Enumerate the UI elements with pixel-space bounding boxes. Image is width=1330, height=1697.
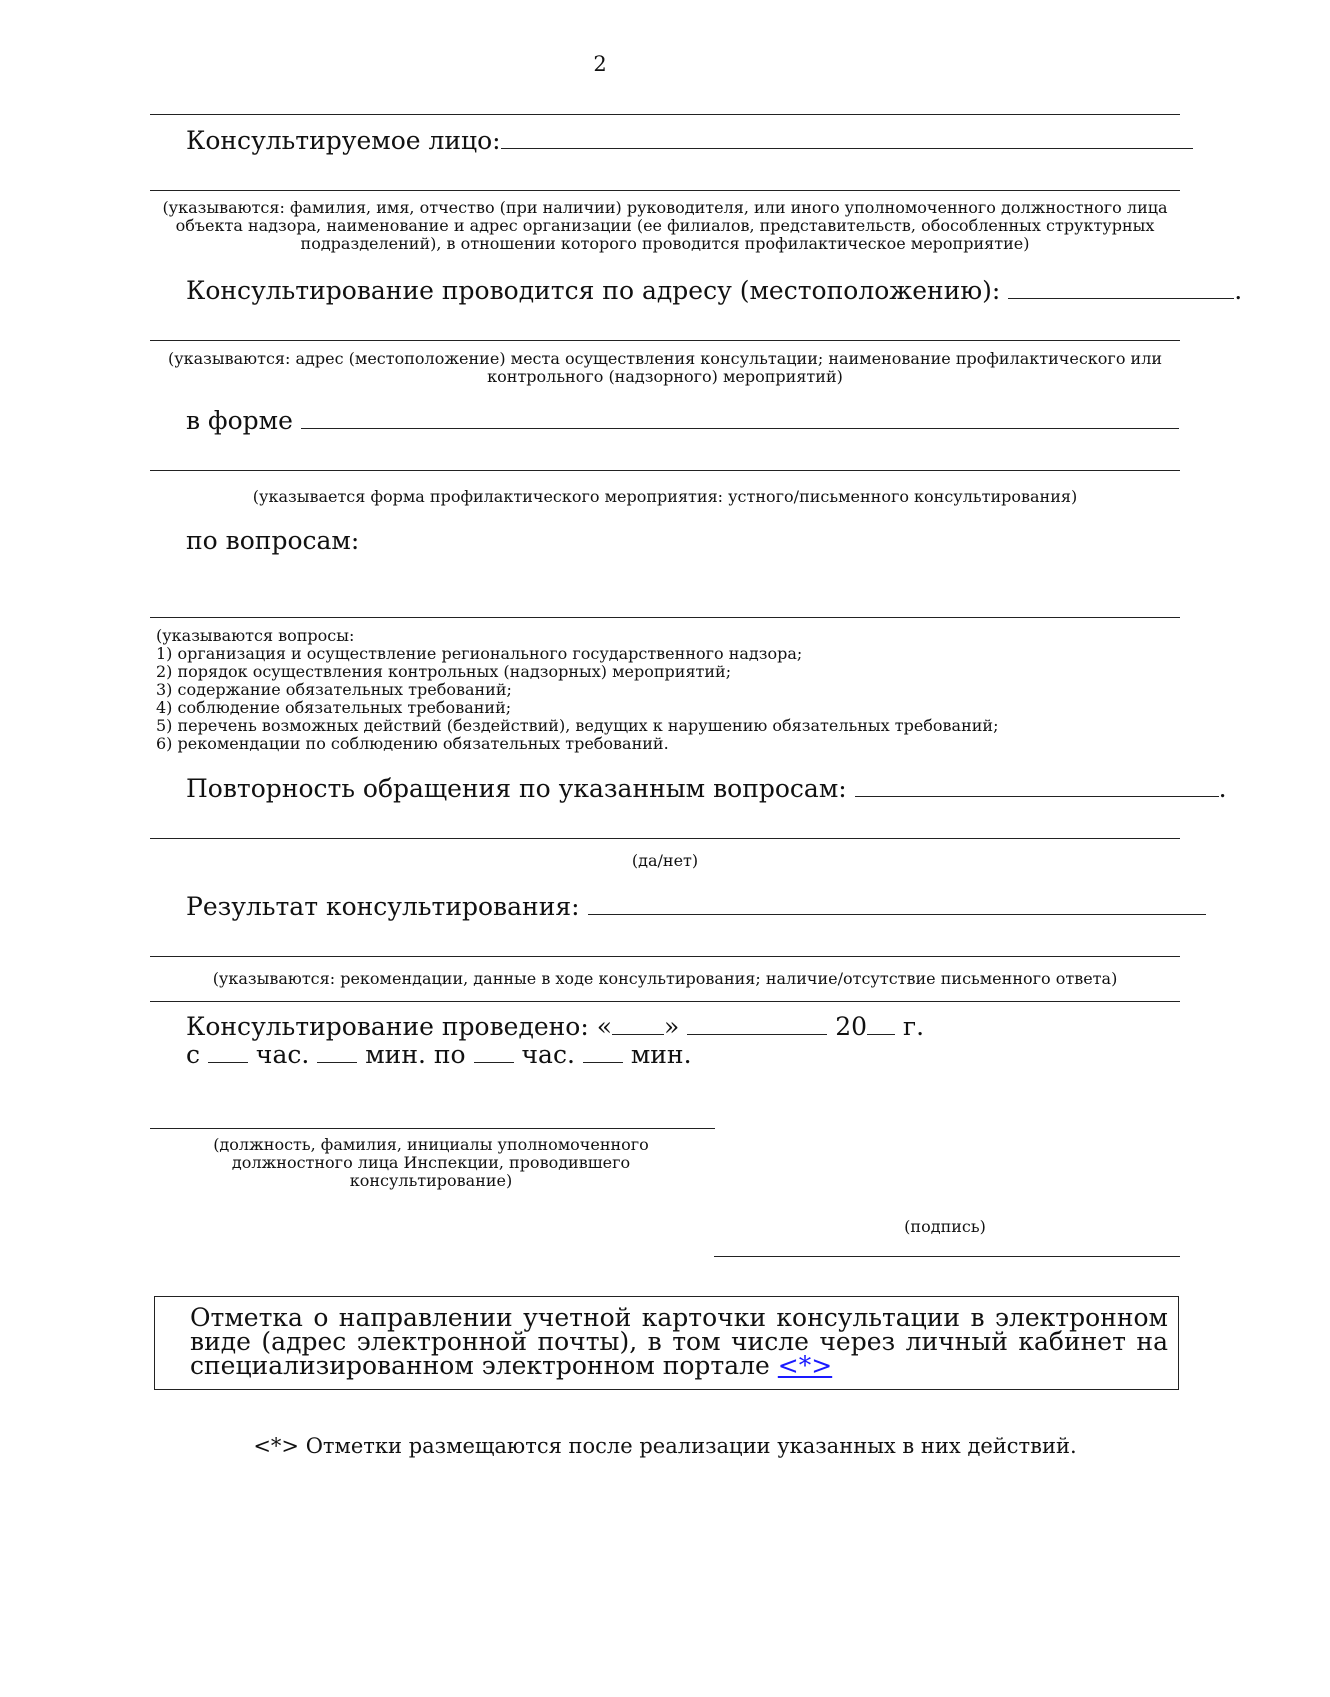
questions-caption-line: 4) соблюдение обязательных требований;	[156, 698, 512, 717]
address-row	[186, 274, 1242, 306]
result-caption: (указываются: рекомендации, данные в ходе консультирования; наличие/отсутствие письменного ответа)	[212, 969, 1118, 988]
repeat-label: Повторность обращения по указанным вопросам:	[186, 774, 847, 803]
footnote-link[interactable]: <*>	[777, 1351, 833, 1380]
questions-caption-line: 2) порядок осуществления контрольных (надзорных) мероприятий;	[156, 662, 732, 681]
conducted-label: Консультирование проведено:	[186, 1012, 589, 1041]
divider	[150, 838, 1180, 839]
questions-caption-line: (указываются вопросы:	[156, 626, 355, 645]
questions-caption-line: 5) перечень возможных действий (бездействий), ведущих к нарушению обязательных требований;	[156, 716, 999, 735]
repeat-row	[186, 772, 1227, 804]
result-label: Результат консультирования:	[186, 892, 580, 921]
page-number: 2	[593, 52, 607, 76]
address-label: Консультирование проводится по адресу (местоположению):	[186, 276, 1001, 305]
official-caption: (должность, фамилия, инициалы уполномоченного должностного лица Инспекции, проводившего консультирование)	[213, 1135, 649, 1190]
signature-caption: (подпись)	[904, 1217, 986, 1236]
questions-label: по вопросам:	[186, 526, 360, 555]
form-field[interactable]	[301, 404, 1179, 429]
consulted-person-caption: (указываются: фамилия, имя, отчество (при наличии) руководителя, или иного уполномоченного должностного лица объекта надзора, наименование и адрес организации (ее филиалов, представительств, обособленных структурных подразделений), в отношении которого проводится профилактическое мероприятие)	[162, 198, 1168, 253]
divider	[150, 1001, 1180, 1002]
form-label: в форме	[186, 406, 293, 435]
consulted-person-label: Консультируемое лицо:	[186, 126, 501, 155]
footnote: <*> Отметки размещаются после реализации указанных в них действий.	[253, 1434, 1077, 1458]
month-field[interactable]	[687, 1010, 827, 1035]
divider	[150, 114, 1180, 115]
open-quote: «	[596, 1012, 613, 1041]
note-box-text	[190, 1303, 1168, 1380]
divider	[150, 470, 1180, 471]
divider	[150, 956, 1180, 957]
questions-caption-line: 6) рекомендации по соблюдению обязательных требований.	[156, 734, 669, 753]
address-caption: (указываются: адрес (местоположение) места осуществления консультации; наименование профилактического или контрольного (надзорного) мероприятий)	[167, 349, 1163, 386]
consulted-person-field[interactable]	[501, 124, 1193, 149]
end-minute-field[interactable]	[583, 1038, 623, 1063]
result-field[interactable]	[588, 890, 1206, 915]
repeat-period: .	[1218, 774, 1227, 803]
divider	[150, 617, 1180, 618]
address-field[interactable]	[1008, 274, 1234, 299]
minutes-label: мин.	[630, 1040, 692, 1069]
start-hour-field[interactable]	[208, 1038, 248, 1063]
divider	[150, 340, 1180, 341]
form-row	[186, 404, 1179, 436]
official-signature-line[interactable]	[150, 1128, 715, 1129]
consulted-person-row	[186, 124, 1193, 156]
note-text: Отметка о направлении учетной карточки консультации в электронном виде (адрес электронной почты), в том числе через личный кабинет на специализированном электронном портале	[190, 1303, 1168, 1380]
from-label: с	[186, 1040, 201, 1069]
divider	[150, 190, 1180, 191]
year-suffix: г.	[903, 1012, 925, 1041]
questions-caption-line: 3) содержание обязательных требований;	[156, 680, 512, 699]
year-field[interactable]	[867, 1010, 895, 1035]
day-field[interactable]	[612, 1010, 664, 1035]
to-label: по	[433, 1040, 466, 1069]
result-row	[186, 890, 1206, 922]
start-minute-field[interactable]	[317, 1038, 357, 1063]
questions-caption-line: 1) организация и осуществление регионального государственного надзора;	[156, 644, 803, 663]
year-prefix: 20	[835, 1012, 868, 1041]
repeat-field[interactable]	[855, 772, 1219, 797]
conducted-time-row	[186, 1038, 692, 1070]
address-period: .	[1234, 276, 1243, 305]
questions-caption	[156, 627, 1176, 753]
hours-label: час.	[255, 1040, 310, 1069]
minutes-label: мин.	[365, 1040, 426, 1069]
repeat-caption: (да/нет)	[631, 851, 699, 870]
hours-label: час.	[521, 1040, 575, 1069]
end-hour-field[interactable]	[474, 1038, 514, 1063]
signature-line[interactable]	[714, 1256, 1180, 1257]
form-caption: (указывается форма профилактического мероприятия: устного/письменного консультирования)	[252, 487, 1078, 506]
close-quote: »	[664, 1012, 680, 1041]
